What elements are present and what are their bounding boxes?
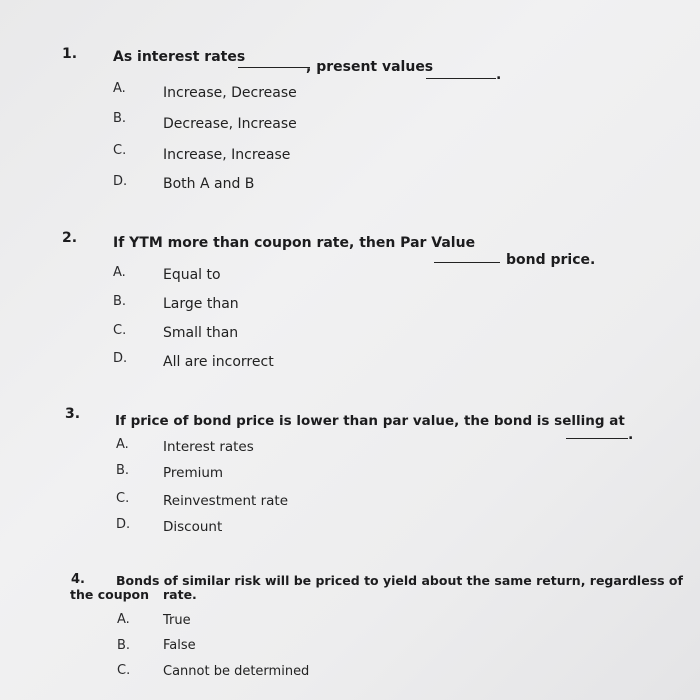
answer-blank: [238, 67, 310, 68]
question-stem: rate.: [163, 587, 197, 602]
option-text: Discount: [163, 519, 223, 535]
option-text: Equal to: [163, 267, 221, 283]
option-text: Cannot be determined: [163, 664, 310, 679]
option-letter: A.: [117, 612, 130, 627]
option-text: All are incorrect: [163, 354, 274, 370]
option-text: Reinvestment rate: [163, 493, 289, 509]
option-letter: C.: [113, 323, 127, 338]
option-letter: C.: [116, 491, 130, 506]
option-text: Both A and B: [163, 176, 255, 192]
option-text: Increase, Increase: [163, 147, 291, 163]
option-letter: A.: [116, 437, 129, 452]
question-stem: If YTM more than coupon rate, then Par Value: [113, 235, 476, 251]
option-letter: D.: [113, 351, 128, 366]
option-letter: B.: [113, 294, 127, 309]
question-stem-end: .: [628, 427, 634, 443]
option-letter: B.: [116, 463, 130, 478]
answer-blank: [434, 262, 500, 263]
question-stem: bond price.: [506, 252, 596, 268]
option-letter: A.: [113, 81, 126, 96]
question-stem: the coupon: [70, 587, 150, 602]
option-letter: B.: [113, 111, 127, 126]
option-text: Small than: [163, 325, 239, 341]
option-letter: B.: [117, 638, 131, 653]
option-letter: A.: [113, 265, 126, 280]
question-stem: As interest rates: [113, 49, 246, 65]
option-text: False: [163, 638, 196, 653]
question-stem: If price of bond price is lower than par value, the bond is selling at: [115, 413, 625, 429]
question-number: 2.: [62, 230, 78, 246]
question-number: 4.: [71, 572, 85, 587]
answer-blank: [426, 78, 496, 79]
option-text: Increase, Decrease: [163, 85, 297, 101]
question-stem: , present values: [306, 59, 434, 75]
option-letter: D.: [116, 517, 131, 532]
option-text: Premium: [163, 465, 224, 481]
option-letter: C.: [117, 663, 131, 678]
option-letter: C.: [113, 143, 127, 158]
option-text: Decrease, Increase: [163, 116, 297, 132]
option-text: Interest rates: [163, 439, 254, 455]
question-stem: Bonds of similar risk will be priced to yield about the same return, regardless of: [116, 573, 683, 588]
answer-blank: [566, 438, 628, 439]
option-text: True: [163, 613, 191, 628]
question-number: 1.: [62, 46, 78, 62]
option-letter: D.: [113, 174, 128, 189]
question-number: 3.: [65, 406, 81, 422]
question-stem-end: .: [496, 67, 502, 83]
option-text: Large than: [163, 296, 239, 312]
